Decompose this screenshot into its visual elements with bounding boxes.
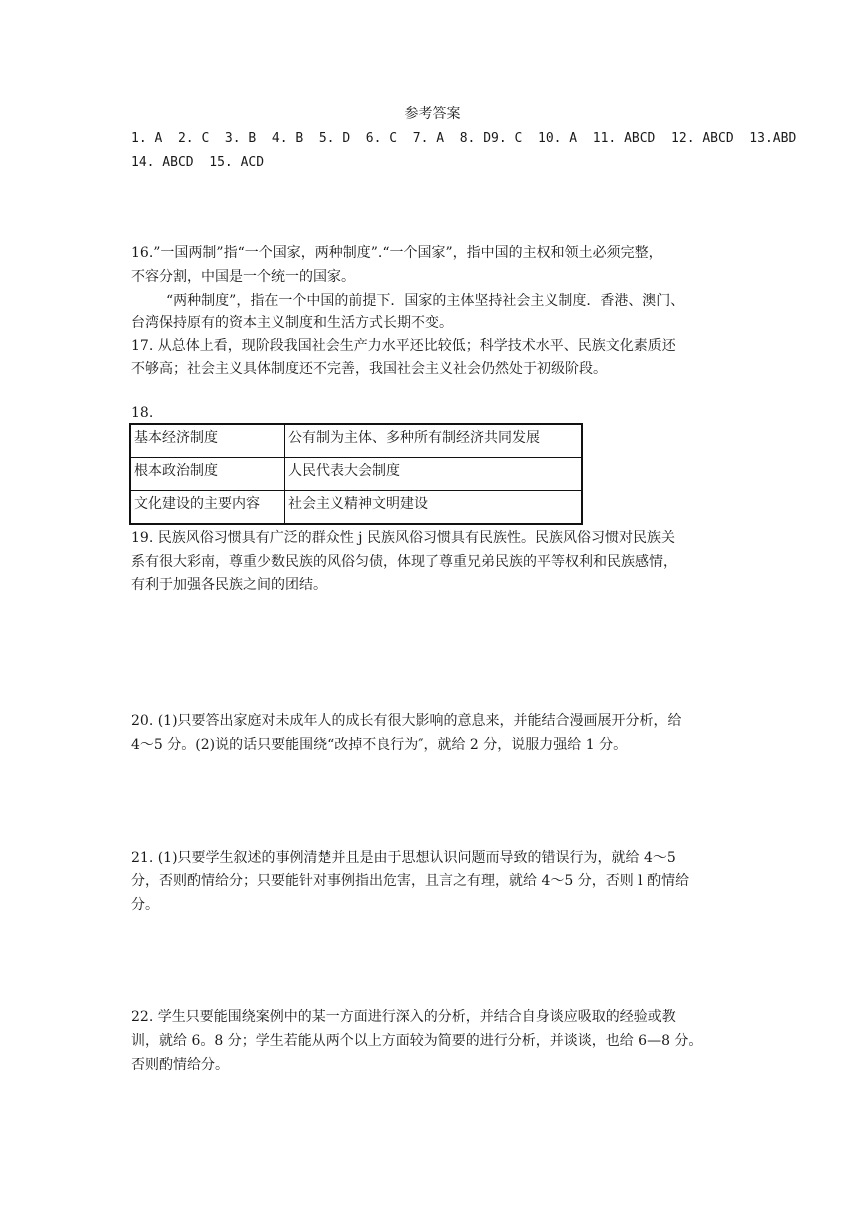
- q21-line-2: 分，否则酌情给分；只要能针对事例指出危害，且言之有理，就给 4～5 分，否则 l 酌情给: [131, 873, 690, 889]
- choice-answers-line-2: 14. ABCD 15. ACD: [131, 155, 265, 170]
- q17-line-1: 17. 从总体上看，现阶段我国社会生产力水平还比较低；科学技术水平、民族文化素质还: [131, 338, 676, 354]
- q20-line-2: 4～5 分。(2)说的话只要能围绕“改掉不良行为″，就给 2 分，说服力强给 1 分。: [131, 737, 628, 753]
- table-row: [130, 424, 582, 458]
- table-cell: 人民代表大会制度: [285, 458, 583, 491]
- q21-line-1: 21. (1)只要学生叙述的事例清楚并且是由于思想认识问题而导致的错误行为，就给 4～5: [131, 850, 676, 866]
- table-cell: 基本经济制度: [130, 424, 285, 458]
- q19-line-2: 系有很大彩南，尊重少数民族的风俗匀债，体现了尊重兄弟民族的平等权利和民族感情，: [131, 554, 677, 570]
- q17-line-2: 不够高；社会主义具体制度还不完善，我国社会主义社会仍然处于初级阶段。: [131, 361, 607, 377]
- q22-line-2: 训，就给 6。8 分；学生若能从两个以上方面较为简要的进行分析，并谈谈，也给 6—8 分。: [131, 1033, 703, 1049]
- q16-line-3: “两种制度”，指在一个中国的前提下．国家的主体坚持社会主义制度．香港、澳门、: [166, 293, 685, 309]
- table-row: [130, 491, 582, 525]
- q16-line-1: 16.”一国两制”指“一个国家，两种制度”.“一个国家”，指中国的主权和领土必须完整，: [131, 245, 663, 261]
- q19-line-1: 19. 民族风俗习惯具有广泛的群众性 j 民族风俗习惯具有民族性。民族风俗习惯对民族关: [131, 530, 675, 546]
- page-title: 参考答案: [404, 106, 461, 122]
- q22-line-3: 否则酌情给分。: [131, 1057, 229, 1073]
- q16-line-2: 不容分割，中国是一个统一的国家。: [131, 269, 355, 285]
- q18-table: [129, 423, 583, 525]
- table-cell: 根本政治制度: [130, 458, 285, 491]
- table-cell: 公有制为主体、多种所有制经济共同发展: [285, 424, 583, 458]
- table-row: [130, 458, 582, 491]
- q20-line-1: 20. (1)只要答出家庭对未成年人的成长有很大影响的意息来，并能结合漫画展开分析，给: [131, 713, 682, 729]
- choice-answers-line-1: 1. A 2. C 3. B 4. B 5. D 6. C 7. A 8. D9. C 10. A 11. ABCD 12. ABCD 13.ABD: [131, 131, 797, 146]
- q16-line-4: 台湾保持原有的资本主义制度和生活方式长期不变。: [131, 315, 453, 331]
- q22-line-1: 22. 学生只要能围绕案例中的某一方面进行深入的分析，并结合自身谈应吸取的经验或教: [131, 1009, 676, 1025]
- q18-label: 18.: [131, 405, 154, 421]
- q19-line-3: 有利于加强各民族之间的团结。: [131, 577, 327, 593]
- table-cell: 社会主义精神文明建设: [285, 491, 583, 525]
- table-cell: 文化建设的主要内容: [130, 491, 285, 525]
- q21-line-3: 分。: [131, 897, 159, 913]
